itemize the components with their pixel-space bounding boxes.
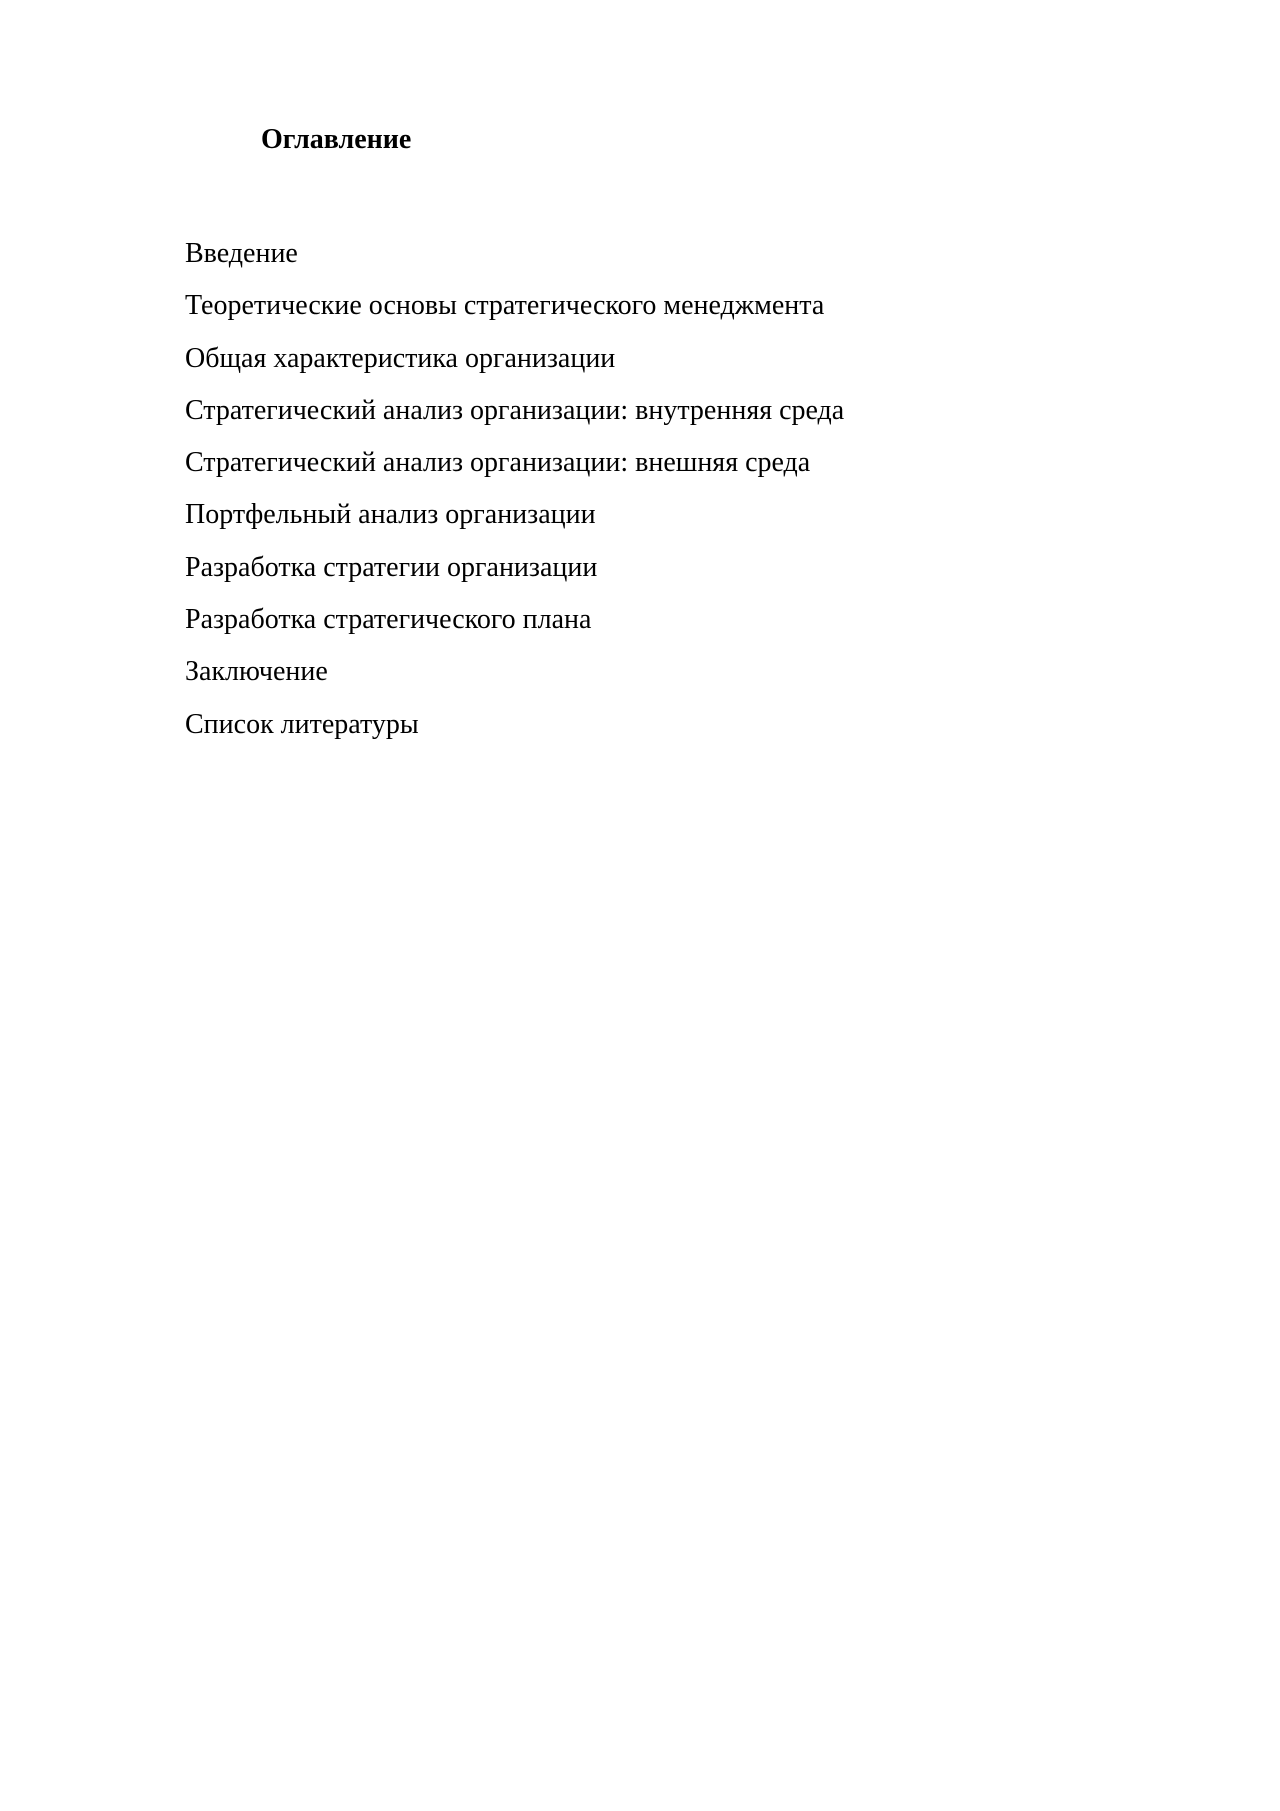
toc-item-organization-overview: Общая характеристика организации — [185, 342, 616, 374]
toc-item-internal-analysis: Стратегический анализ организации: внутренняя среда — [185, 394, 845, 426]
toc-item-external-analysis: Стратегический анализ организации: внешняя среда — [185, 447, 811, 479]
toc-item-strategic-plan: Разработка стратегического плана — [185, 604, 592, 636]
toc-item-conclusion: Заключение — [185, 656, 328, 688]
toc-item-portfolio-analysis: Портфельный анализ организации — [185, 499, 596, 531]
toc-item-introduction: Введение — [185, 238, 298, 269]
toc-item-references: Список литературы — [185, 708, 419, 740]
toc-title: Оглавление — [261, 124, 412, 155]
toc-item-theory: Теоретические основы стратегического менеджмента — [185, 290, 825, 322]
toc-list — [185, 228, 844, 751]
toc-item-strategy-development: Разработка стратегии организации — [185, 551, 598, 583]
